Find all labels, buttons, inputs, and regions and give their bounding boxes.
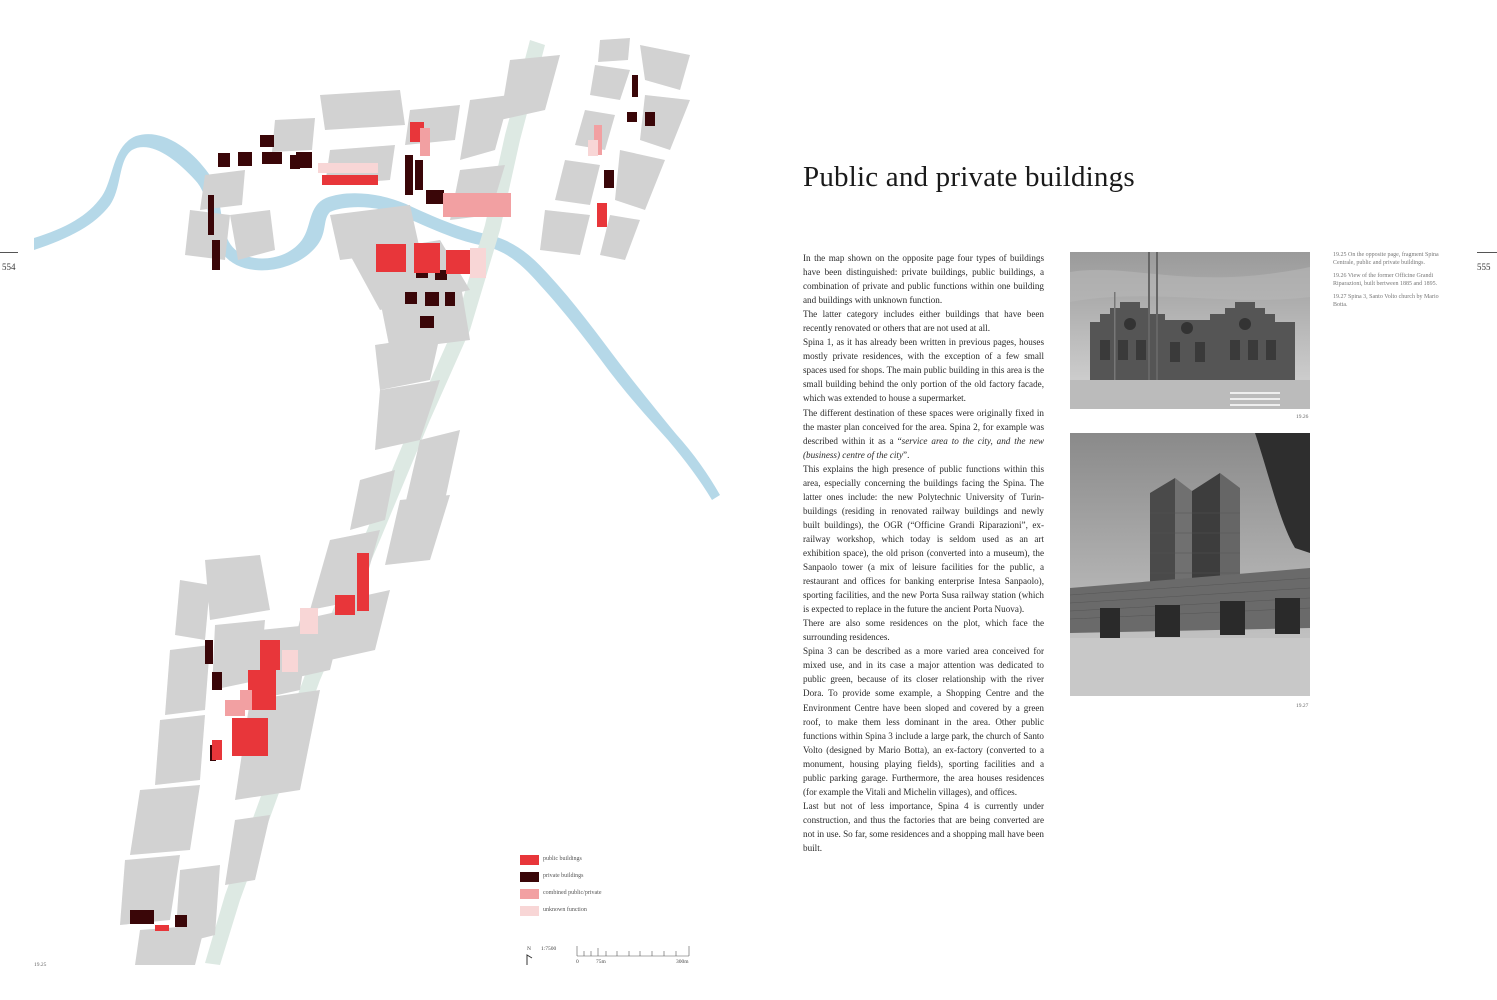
paragraph-7: Spina 3 can be described as a more varied area conceived for mixed use, and in its case a major attention was dedicated to public green, because of its closer relationship with the river Dora. To provide some example, a Shopping Centre and the Environment Centre have been sloped and covered by a green roof, to make them less dominant in the area. Other public functions within Spina 3 include a large park, the church of Santo Volto (designed by Mario Botta), an ex-factory (converted to a monument, housing playing fields), sporting facilities and a public parking garage. Furthermore, the area houses residences (for example the Vitali and Michelin villages), and offices. (803, 646, 1044, 797)
paragraph-6: There are also some residences on the plot, which face the surrounding residences. (803, 618, 1044, 643)
page-number-right: 555 (1477, 262, 1491, 272)
page-edge-line-right (1477, 252, 1497, 253)
page-number-left: 554 (2, 262, 16, 272)
caption-19-26: 19.26 View of the former Officine Grandi Riparazioni, built bertween 1885 and 1895. (1333, 273, 1438, 287)
caption-19-25: 19.25 On the opposite page, fragment Spina Centrale, public and private buildings. (1333, 252, 1439, 266)
legend-label-unknown: unknown function (543, 907, 587, 913)
north-label: N (527, 946, 531, 952)
page-title: Public and private buildings (803, 161, 1135, 194)
scale-tick-75m: 75m (596, 959, 606, 965)
legend-swatch-private (520, 872, 539, 882)
side-captions (1333, 251, 1453, 314)
legend-label-public: public buildings (543, 856, 582, 862)
legend-label-combined: combined public/private (543, 890, 602, 896)
photo-ogr (1070, 252, 1310, 409)
scale-bar (576, 944, 692, 958)
legend-swatch-unknown (520, 906, 539, 916)
scale-tick-300m: 300m (676, 959, 689, 965)
photo-santo-volto-label: 19.27 (1296, 703, 1309, 709)
photo-santo-volto-image (1070, 433, 1310, 696)
legend-swatch-combined (520, 889, 539, 899)
paragraph-4-start: The different destination of these spaces were originally fixed in the master plan conceived for the area. Spina 2, for example was described within it as a “ (803, 407, 1044, 446)
paragraph-1: In the map shown on the opposite page four types of buildings have been distinguished: private buildings, public buildings, a combination of private and public functions within one building and buildings with unknown function. (803, 253, 1044, 306)
paragraph-5: This explains the high presence of public functions within this area, especially concerning the buildings facing the Spina. The latter ones include: the new Polytechnic University of Turin-buildings (residing in renovated railway buildings and newly built buildings), the OGR (“Officine Grandi Riparazioni”, ex-railway workshop, which today is seldom used as an art exhibition space), the old prison (converted into a museum), the Sanpaolo tower (a mix of leisure facilities for the public, a restaurant and offices for banking enterprise Intesa Sanpaolo), sporting facilities, and the new Porta Susa railway station (which is expected to replace in the future the ancient Porta Nuova). (803, 463, 1044, 615)
paragraph-4-end: ”. (903, 449, 910, 460)
paragraph-2: The latter category includes either buildings that have been recently renovated or others that are not used at all. (803, 309, 1044, 334)
scale-tick-0: 0 (576, 959, 579, 965)
photo-ogr-image (1070, 252, 1310, 409)
photo-ogr-label: 19.26 (1296, 414, 1309, 420)
paragraph-4 (803, 406, 1044, 462)
paragraph-8: Last but not of less importance, Spina 4 is currently under construction, and thus the factories that are being converted are not in use. So far, some residences and a shopping mall have been built. (803, 800, 1044, 853)
photo-santo-volto (1070, 433, 1310, 696)
map-figure-label: 19.25 (34, 962, 47, 968)
paragraph-3: Spina 1, as it has already been written in previous pages, houses mostly private residences, with the exception of a few small spaces used for shops. The main public building in this area is the small building behind the only portion of the old factory facade, which was extended to house a supermarket. (803, 337, 1044, 404)
north-arrow-icon (526, 954, 534, 966)
legend-label-private: private buildings (543, 873, 584, 879)
body-text (803, 251, 1044, 855)
paragraph-4-quote: service area to the city, and the new (business) centre of the city (803, 435, 1045, 460)
legend-swatch-public (520, 855, 539, 865)
scale-ratio: 1:7500 (541, 946, 557, 952)
caption-19-27: 19.27 Spina 3, Santo Volto church by Mario Botta. (1333, 294, 1439, 308)
